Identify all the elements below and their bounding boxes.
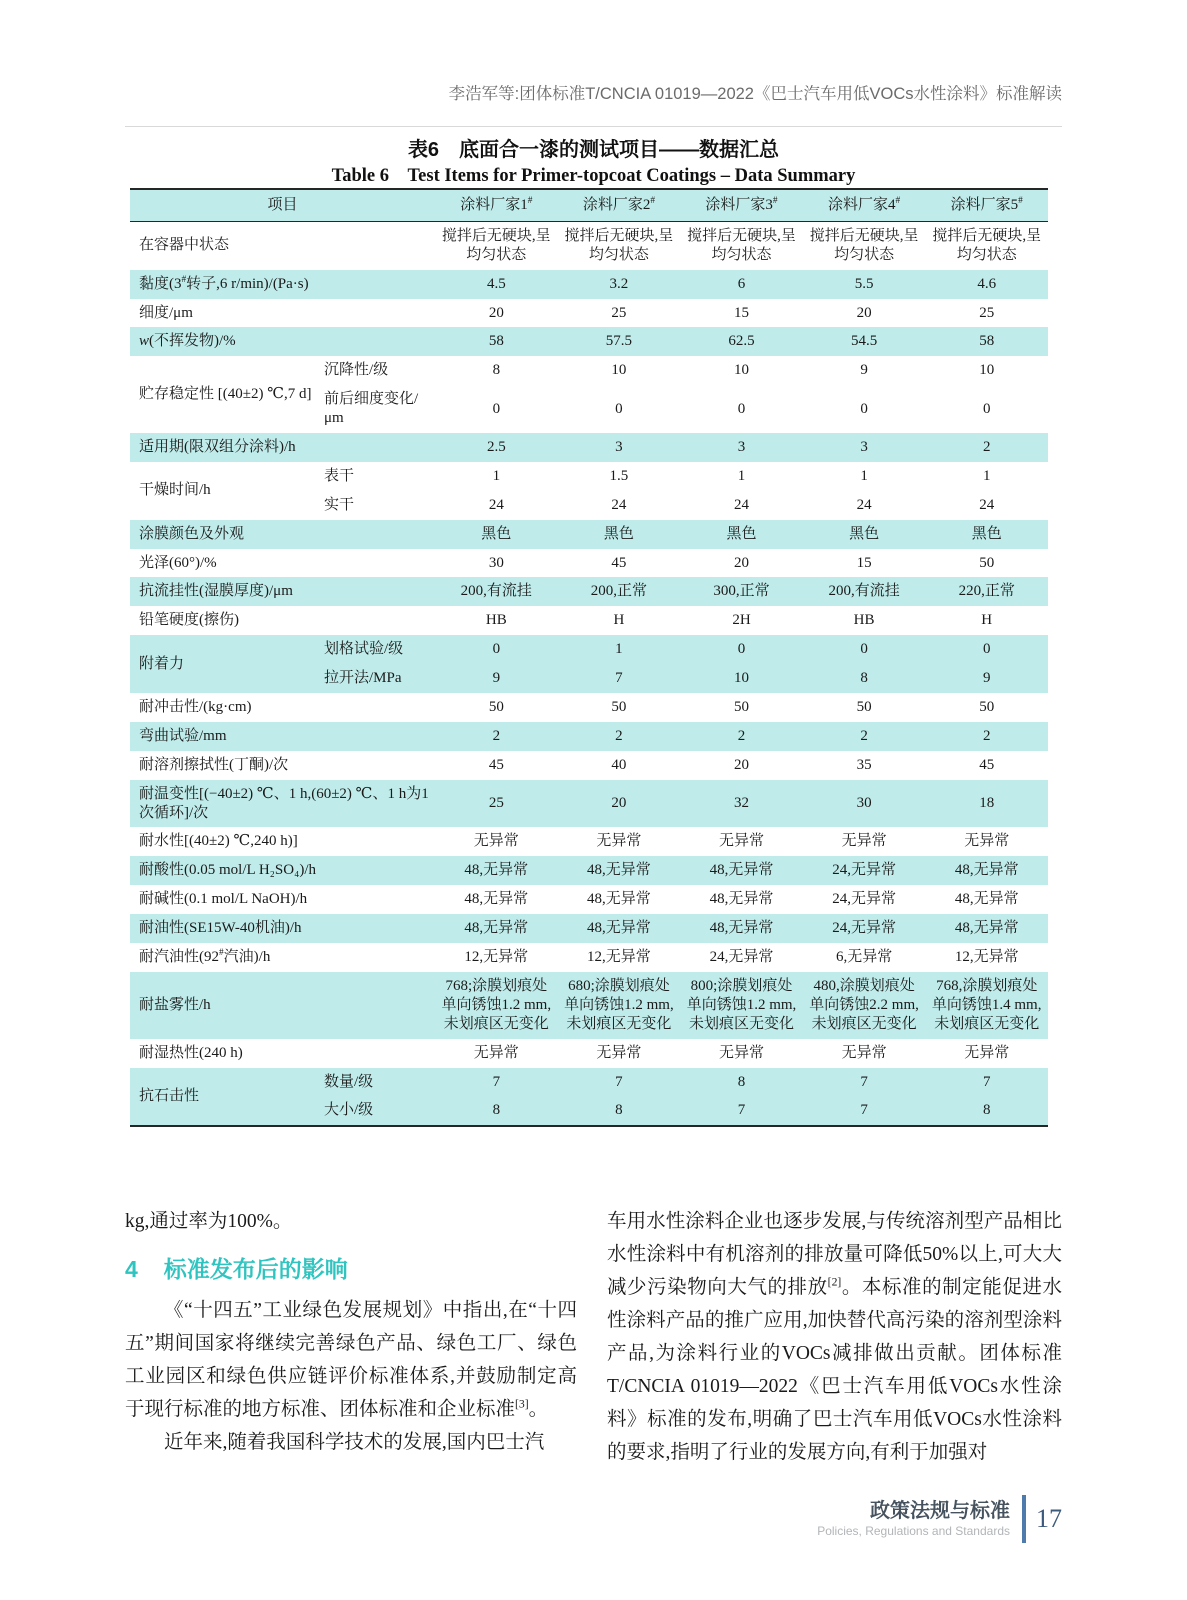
cell-value: 10 <box>979 362 995 379</box>
cell-value: 1 <box>982 467 991 484</box>
summary-table <box>130 188 1048 1127</box>
cell-value: 0 <box>492 400 501 417</box>
cell-value: 48,无异常 <box>464 862 529 879</box>
cell-value: 0 <box>860 400 868 417</box>
cell-value: 黑色 <box>726 525 757 542</box>
row-sublabel: 划格试验/级 <box>324 641 404 658</box>
row-label: 贮存稳定性 [(40±2) ℃,7 d] <box>139 386 312 403</box>
cell-value: 无异常 <box>964 1044 1010 1061</box>
table-row <box>130 356 1048 385</box>
paragraph-text: 。本标准的制定能促进水性涂料产品的推广应用,加快替代高污染的溶剂型涂料产品,为涂料行业的VOCs减排做出贡献。团体标准T/CNCIA 01019—2022《巴士汽车用低VOCs水性涂料》标准的发布,明确了巴士汽车用低VOCs水性涂料的要求,指明了行业的发展方向,有利于加强对 <box>607 1277 1062 1463</box>
cell-value: 45 <box>611 554 627 571</box>
row-label: 在容器中状态 <box>139 237 230 254</box>
paragraph: 近年来,随着我国科学技术的发展,国内巴士汽 <box>164 1432 545 1453</box>
table-row <box>130 693 1048 722</box>
table-row <box>130 943 1048 972</box>
table-row <box>130 577 1048 606</box>
row-label: 抗石击性 <box>139 1087 200 1104</box>
cell-value: 480,涂膜划痕处单向锈蚀2.2 mm,未划痕区无变化 <box>809 977 919 1032</box>
column-header: 项目 <box>267 197 298 213</box>
cell-value: 50 <box>488 699 504 716</box>
row-sublabel: 大小/级 <box>324 1102 374 1119</box>
paragraph <box>125 1294 577 1426</box>
row-label: 耐冲击性/(kg·cm) <box>139 699 252 716</box>
table-row <box>130 270 1048 299</box>
cell-value: 200,正常 <box>590 583 648 600</box>
body-left-column <box>125 1205 577 1459</box>
column-header: 涂料厂家5# <box>950 196 1023 213</box>
row-sublabel: 表干 <box>324 467 355 484</box>
table-row <box>130 914 1048 943</box>
cell-value: 50 <box>856 699 872 716</box>
cell-value: 18 <box>979 795 995 812</box>
cell-value: 9 <box>492 670 501 687</box>
cell-value: 0 <box>860 641 868 658</box>
cell-value: 搅拌后无硬块,呈均匀状态 <box>687 227 796 263</box>
body-right-column <box>607 1205 1062 1469</box>
column-header: 涂料厂家3# <box>705 196 778 213</box>
cell-value: 50 <box>734 699 749 716</box>
page-number: 17 <box>1036 1504 1062 1533</box>
column-header: 涂料厂家1# <box>460 196 533 213</box>
cell-value: 20 <box>611 795 627 812</box>
cell-value: 无异常 <box>964 833 1010 850</box>
cell-value: 680;涂膜划痕处单向锈蚀1.2 mm,未划痕区无变化 <box>564 977 674 1032</box>
cell-value: 8 <box>982 1102 991 1119</box>
table-row <box>130 885 1048 914</box>
table-row <box>130 1039 1048 1068</box>
cell-value: 12,无异常 <box>954 949 1019 966</box>
running-head: 李浩军等:团体标准T/CNCIA 01019—2022《巴士汽车用低VOCs水性涂料》标准解读 <box>448 85 1062 103</box>
cell-value: 1 <box>492 467 501 484</box>
cell-value: 48,无异常 <box>464 891 529 908</box>
cell-value: 无异常 <box>596 1044 642 1061</box>
table-title-zh: 表6 底面合一漆的测试项目——数据汇总 <box>407 139 780 161</box>
citation-ref: [3] <box>515 1397 529 1411</box>
cell-value: 搅拌后无硬块,呈均匀状态 <box>809 227 919 263</box>
row-sublabel: 拉开法/MPa <box>324 670 402 687</box>
cell-value: 62.5 <box>728 333 755 350</box>
table-row <box>130 722 1048 751</box>
cell-value: 10 <box>611 362 627 379</box>
row-sublabel: 数量/级 <box>324 1073 374 1090</box>
cell-value: 12,无异常 <box>464 949 529 966</box>
cell-value: 48,无异常 <box>587 862 651 879</box>
cell-value: 2 <box>982 439 991 456</box>
row-label: 耐汽油性(92#汽油)/h <box>139 948 271 966</box>
column-header: 涂料厂家2# <box>582 196 655 213</box>
table-row <box>130 972 1048 1039</box>
cell-value: 2.5 <box>486 439 506 456</box>
cell-value: 无异常 <box>473 1044 519 1061</box>
cell-value: 20 <box>488 304 504 321</box>
cell-value: 2 <box>492 727 501 744</box>
summary-table-head <box>130 189 1048 221</box>
table-row <box>130 827 1048 856</box>
row-label: 附着力 <box>139 655 185 672</box>
cell-value: 32 <box>734 795 749 812</box>
cell-value: 768;涂膜划痕处单向锈蚀1.2 mm,未划痕区无变化 <box>441 977 552 1032</box>
cell-value: HB <box>485 612 507 629</box>
cell-value: 8 <box>492 362 501 379</box>
cell-value: 2 <box>737 727 746 744</box>
cell-value: 25 <box>488 795 504 812</box>
cell-value: 黑色 <box>481 525 512 542</box>
cell-value: 200,有流挂 <box>828 583 900 600</box>
cell-value: 30 <box>856 795 872 812</box>
cell-value: 25 <box>611 304 627 321</box>
cell-value: 50 <box>611 699 627 716</box>
row-label: 铅笔硬度(擦伤) <box>139 612 239 629</box>
row-label: 光泽(60°)/% <box>139 554 217 571</box>
footer-section-zh: 政策法规与标准 <box>870 1500 1010 1522</box>
cell-value: 3.2 <box>609 275 629 292</box>
cell-value: 220,正常 <box>958 583 1015 600</box>
cell-value: 7 <box>615 670 623 687</box>
table-row <box>130 433 1048 462</box>
cell-value: 30 <box>488 554 504 571</box>
row-sublabel: 沉降性/级 <box>324 362 389 379</box>
cell-value: 8 <box>860 670 868 687</box>
row-sublabel: 实干 <box>324 496 355 513</box>
cell-value: 10 <box>734 362 749 379</box>
page-footer <box>817 1495 1062 1543</box>
cell-value: 黑色 <box>849 525 880 542</box>
cell-value: 2 <box>615 727 623 744</box>
cell-value: 4.5 <box>486 275 506 292</box>
cell-value: 无异常 <box>718 833 764 850</box>
cell-value: 4.6 <box>977 275 997 292</box>
cell-value: 45 <box>979 756 995 773</box>
cell-value: 6 <box>737 275 746 292</box>
cell-value: 1 <box>737 467 746 484</box>
table-title-en: Table 6 Test Items for Primer-topcoat Coatings – Data Summary <box>331 166 856 186</box>
paragraph-text: 车用水性涂料企业也逐步发展,与传统溶剂型产品相比水性涂料中有机溶剂的排放量可降低50%以上,可大大减少污染物向大气的排放 <box>607 1211 1062 1298</box>
cell-value: 无异常 <box>841 833 887 850</box>
cell-value: 35 <box>856 756 872 773</box>
table-row <box>130 780 1048 828</box>
row-label: 涂膜颜色及外观 <box>139 525 245 542</box>
cell-value: 45 <box>488 756 504 773</box>
cell-value: 48,无异常 <box>587 920 651 937</box>
cell-value: 15 <box>856 554 872 571</box>
table-row <box>130 606 1048 635</box>
cell-value: 24,无异常 <box>832 920 896 937</box>
cell-value: 48,无异常 <box>954 920 1019 937</box>
table-row <box>130 221 1048 269</box>
cell-value: 58 <box>488 333 504 350</box>
row-label: w(不挥发物)/% <box>139 333 236 350</box>
cell-value: 24 <box>488 496 504 513</box>
cell-value: 2H <box>732 612 751 629</box>
cell-value: 黑色 <box>971 525 1002 542</box>
table-row <box>130 751 1048 780</box>
row-label: 耐湿热性(240 h) <box>139 1044 243 1061</box>
cell-value: 48,无异常 <box>709 920 774 937</box>
cell-value: 5.5 <box>854 275 874 292</box>
cell-value: HB <box>853 612 875 629</box>
cell-value: 0 <box>615 400 623 417</box>
cell-value: 2 <box>982 727 991 744</box>
row-label: 耐盐雾性/h <box>139 996 211 1013</box>
table-row <box>130 856 1048 885</box>
cell-value: 3 <box>737 439 746 456</box>
cell-value: 24 <box>734 496 749 513</box>
cell-value: 48,无异常 <box>464 920 529 937</box>
cell-value: H <box>613 612 625 629</box>
cell-value: 0 <box>982 400 991 417</box>
cell-value: 3 <box>860 439 868 456</box>
table-row <box>130 520 1048 549</box>
cell-value: 48,无异常 <box>954 891 1019 908</box>
cell-value: 8 <box>492 1102 501 1119</box>
cell-value: 50 <box>979 699 995 716</box>
row-sublabel: 前后细度变化/μm <box>324 391 419 427</box>
row-label: 耐碱性(0.1 mol/L NaOH)/h <box>139 891 308 908</box>
section-heading <box>125 1254 577 1284</box>
footer-section-en: Policies, Regulations and Standards <box>817 1524 1010 1538</box>
row-label: 干燥时间/h <box>139 482 211 499</box>
cell-value: 9 <box>860 362 868 379</box>
cell-value: 1.5 <box>609 467 629 484</box>
lead-text: kg,通过率为100%。 <box>125 1211 293 1232</box>
cell-value: 8 <box>737 1073 746 1090</box>
cell-value: 10 <box>734 670 749 687</box>
cell-value: 24 <box>611 496 627 513</box>
paragraph-text: 《“十四五”工业绿色发展规划》中指出,在“十四五”期间国家将继续完善绿色产品、绿色工厂、绿色工业园区和绿色供应链评价标准体系,并鼓励制定高于现行标准的地方标准、团体标准和企业标准 <box>125 1300 577 1420</box>
cell-value: 7 <box>860 1073 868 1090</box>
cell-value: 40 <box>611 756 627 773</box>
cell-value: 20 <box>856 304 872 321</box>
row-label: 耐油性(SE15W-40机油)/h <box>139 920 302 937</box>
cell-value: 7 <box>615 1073 623 1090</box>
cell-value: 1 <box>615 641 623 658</box>
cell-value: 12,无异常 <box>587 949 651 966</box>
cell-value: 25 <box>979 304 995 321</box>
cell-value: 48,无异常 <box>709 862 774 879</box>
cell-value: 24,无异常 <box>709 949 774 966</box>
cell-value: 无异常 <box>596 833 642 850</box>
row-label: 耐温变性[(−40±2) ℃、1 h,(60±2) ℃、1 h为1次循环]/次 <box>139 785 429 821</box>
cell-value: 768,涂膜划痕处单向锈蚀1.4 mm,未划痕区无变化 <box>931 977 1042 1032</box>
row-label: 耐水性[(40±2) ℃,240 h)] <box>139 833 298 850</box>
cell-value: 200,有流挂 <box>460 583 532 600</box>
cell-value: 0 <box>737 641 746 658</box>
summary-table-body <box>130 221 1048 1126</box>
cell-value: 搅拌后无硬块,呈均匀状态 <box>932 227 1042 263</box>
cell-value: 57.5 <box>605 333 633 350</box>
cell-value: 搅拌后无硬块,呈均匀状态 <box>564 227 674 263</box>
cell-value: 300,正常 <box>713 583 770 600</box>
footer-section-label <box>817 1499 1010 1539</box>
cell-value: 20 <box>734 554 749 571</box>
cell-value: 0 <box>492 641 501 658</box>
cell-value: 2 <box>860 727 868 744</box>
cell-value: 0 <box>982 641 991 658</box>
cell-value: 0 <box>737 400 746 417</box>
cell-value: 15 <box>734 304 749 321</box>
row-label: 适用期(限双组分涂料)/h <box>139 439 296 456</box>
table-row <box>130 462 1048 491</box>
table-row <box>130 1068 1048 1097</box>
cell-value: 48,无异常 <box>587 891 651 908</box>
cell-value: 3 <box>615 439 623 456</box>
cell-value: 无异常 <box>473 833 519 850</box>
cell-value: 7 <box>737 1102 746 1119</box>
section-number: 4 <box>125 1256 138 1282</box>
header-rule <box>125 126 1062 127</box>
table-row <box>130 299 1048 328</box>
cell-value: H <box>981 612 993 629</box>
cell-value: 24 <box>979 496 995 513</box>
summary-table-wrap <box>130 188 1048 1127</box>
cell-value: 24,无异常 <box>832 891 896 908</box>
cell-value: 6,无异常 <box>835 949 893 966</box>
citation-ref: [2] <box>827 1275 842 1289</box>
cell-value: 7 <box>982 1073 991 1090</box>
cell-value: 50 <box>979 554 995 571</box>
cell-value: 800;涂膜划痕处单向锈蚀1.2 mm,未划痕区无变化 <box>686 977 797 1032</box>
paragraph <box>607 1205 1062 1469</box>
cell-value: 1 <box>860 467 868 484</box>
row-label: 耐酸性(0.05 mol/L H₂SO₄)/h <box>139 862 316 879</box>
section-title: 标准发布后的影响 <box>163 1256 348 1282</box>
table-row <box>130 635 1048 664</box>
row-label: 弯曲试验/mm <box>139 727 227 744</box>
cell-value: 8 <box>615 1102 623 1119</box>
column-header: 涂料厂家4# <box>828 196 901 213</box>
row-label: 黏度(3#转子,6 r/min)/(Pa·s) <box>139 274 309 292</box>
cell-value: 48,无异常 <box>709 891 774 908</box>
row-label: 抗流挂性(湿膜厚度)/μm <box>139 583 293 600</box>
row-label: 耐溶剂擦拭性(丁酮)/次 <box>139 756 289 773</box>
cell-value: 20 <box>734 756 749 773</box>
cell-value: 搅拌后无硬块,呈均匀状态 <box>441 227 551 263</box>
table-row <box>130 327 1048 356</box>
paragraph-text: 。 <box>528 1399 549 1420</box>
cell-value: 7 <box>860 1102 868 1119</box>
cell-value: 7 <box>492 1073 501 1090</box>
cell-value: 24 <box>856 496 872 513</box>
cell-value: 黑色 <box>603 525 634 542</box>
cell-value: 54.5 <box>850 333 878 350</box>
cell-value: 58 <box>979 333 995 350</box>
footer-divider-bar <box>1022 1495 1026 1543</box>
row-label: 细度/μm <box>139 304 193 321</box>
cell-value: 无异常 <box>841 1044 887 1061</box>
cell-value: 无异常 <box>718 1044 764 1061</box>
cell-value: 24,无异常 <box>832 862 896 879</box>
table-header-row <box>130 189 1048 221</box>
cell-value: 48,无异常 <box>954 862 1019 879</box>
table-row <box>130 549 1048 578</box>
cell-value: 9 <box>982 670 991 687</box>
